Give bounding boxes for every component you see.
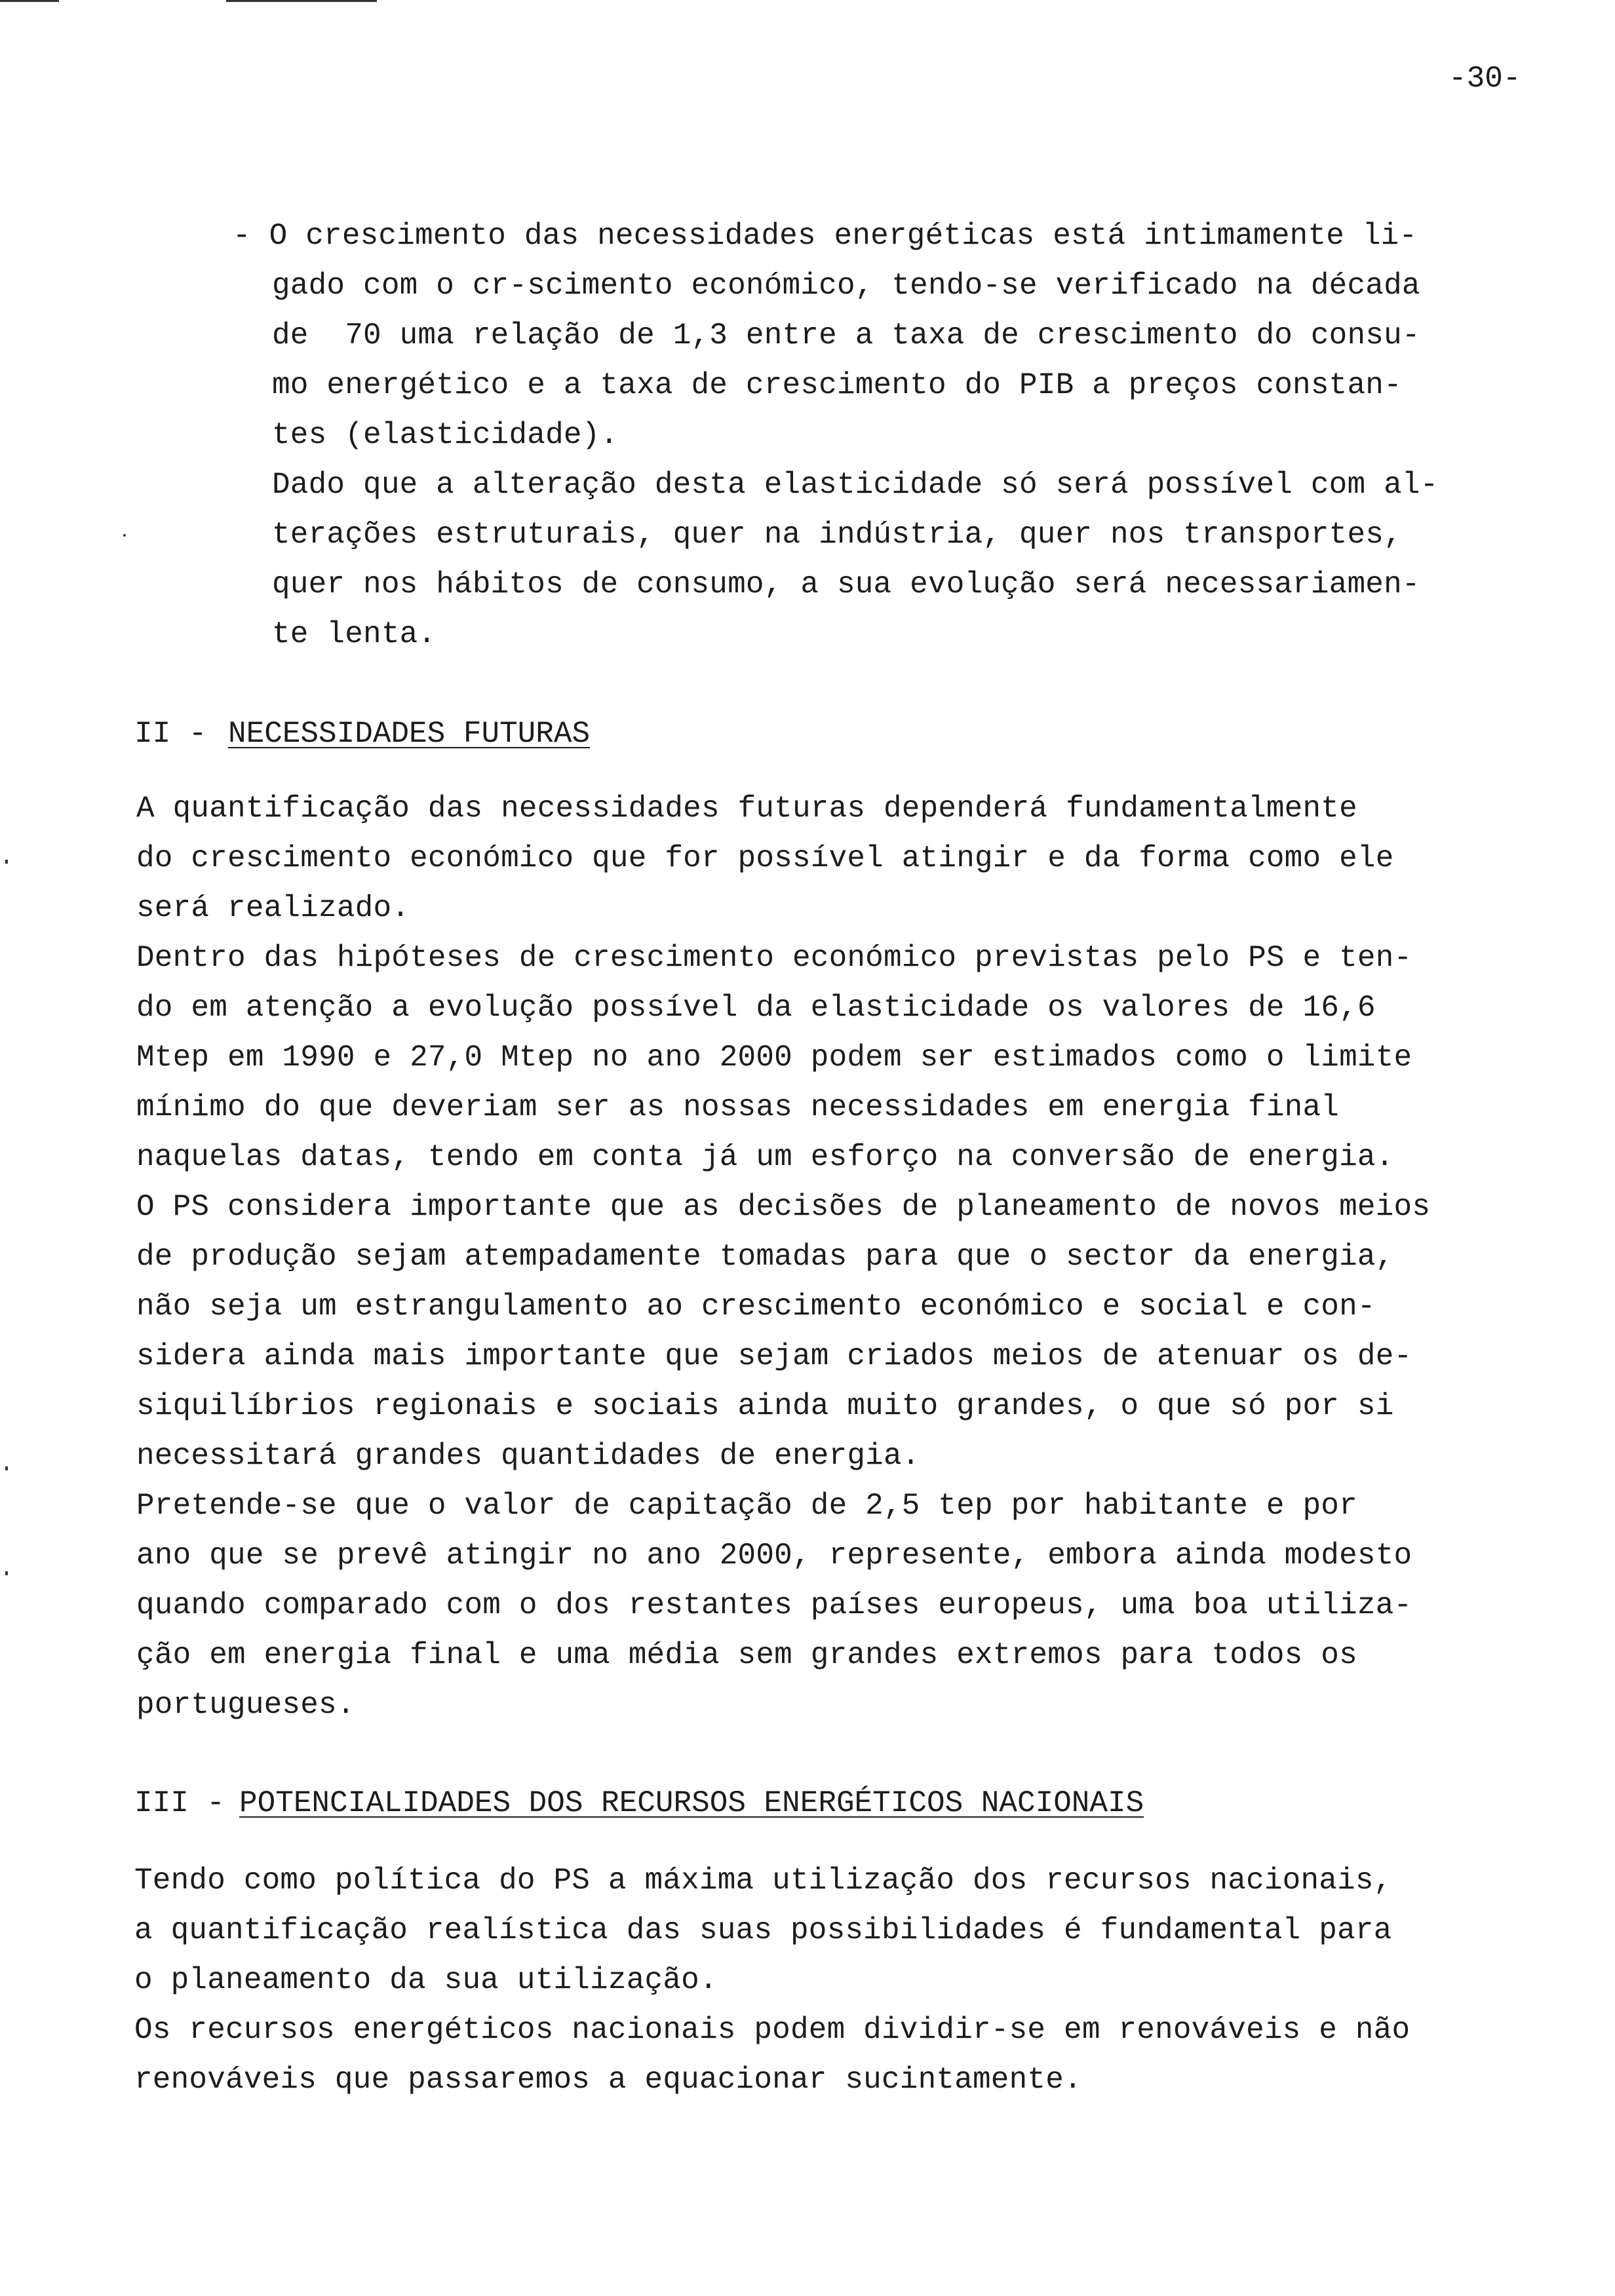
scan-speck bbox=[123, 534, 126, 537]
text-line: tes (elasticidade). bbox=[272, 418, 619, 452]
section-title: NECESSIDADES FUTURAS bbox=[228, 717, 591, 751]
text-line: O PS considera importante que as decisões de planeamento de novos meios bbox=[136, 1190, 1431, 1224]
text-line: ano que se prevê atingir no ano 2000, represente, embora ainda modesto bbox=[136, 1539, 1412, 1573]
text-line: portugueses. bbox=[136, 1688, 355, 1722]
text-line: gado com o cr-scimento económico, tendo-se verificado na década bbox=[272, 269, 1420, 303]
text-line: quando comparado com o dos restantes países europeus, uma boa utiliza- bbox=[136, 1588, 1412, 1622]
scan-speck bbox=[5, 1571, 8, 1575]
text-line: siquilíbrios regionais e sociais ainda muito grandes, o que só por si bbox=[136, 1389, 1394, 1423]
scan-edge-mark bbox=[0, 0, 59, 2]
section-number: II - bbox=[134, 717, 225, 751]
text-line: a quantificação realística das suas possibilidades é fundamental para bbox=[134, 1913, 1392, 1947]
text-line: renováveis que passaremos a equacionar sucintamente. bbox=[134, 2063, 1082, 2097]
text-line: Tendo como política do PS a máxima utilização dos recursos nacionais, bbox=[134, 1864, 1392, 1898]
text-line: do crescimento económico que for possível atingir e da forma como ele bbox=[136, 841, 1394, 875]
page-number: -30- bbox=[1449, 62, 1521, 96]
text-line: mínimo do que deveriam ser as nossas necessidades em energia final bbox=[136, 1090, 1340, 1124]
text-line: Os recursos energéticos nacionais podem dividir-se em renováveis e não bbox=[134, 2013, 1411, 2047]
scan-speck bbox=[5, 860, 8, 864]
text-line: sidera ainda mais importante que sejam criados meios de atenuar os de- bbox=[136, 1339, 1412, 1373]
text-line: Pretende-se que o valor de capitação de 2,5 tep por habitante e por bbox=[136, 1489, 1357, 1523]
text-line: mo energético e a taxa de crescimento do PIB a preços constan- bbox=[272, 368, 1402, 402]
section-title: POTENCIALIDADES DOS RECURSOS ENERGÉTICOS NACIONAIS bbox=[239, 1786, 1144, 1820]
text-line: - O crescimento das necessidades energéticas está intimamente li- bbox=[233, 219, 1418, 253]
scan-edge-mark bbox=[226, 0, 377, 2]
text-line: necessitará grandes quantidades de energia. bbox=[136, 1439, 920, 1473]
scan-speck bbox=[5, 1466, 8, 1470]
text-line: Mtep em 1990 e 27,0 Mtep no ano 2000 podem ser estimados como o limite bbox=[136, 1041, 1412, 1075]
text-line: de 70 uma relação de 1,3 entre a taxa de crescimento do consu- bbox=[272, 318, 1420, 353]
text-line: terações estruturais, quer na indústria, quer nos transportes, bbox=[272, 518, 1402, 552]
text-line: A quantificação das necessidades futuras dependerá fundamentalmente bbox=[136, 792, 1357, 826]
text-line: Dado que a alteração desta elasticidade só será possível com al- bbox=[272, 468, 1439, 502]
text-line: te lenta. bbox=[272, 617, 437, 651]
text-line: de produção sejam atempadamente tomadas para que o sector da energia, bbox=[136, 1240, 1394, 1274]
text-line: ção em energia final e uma média sem grandes extremos para todos os bbox=[136, 1638, 1357, 1672]
section-number: III - bbox=[134, 1786, 243, 1820]
text-line: Dentro das hipóteses de crescimento económico previstas pelo PS e ten- bbox=[136, 941, 1412, 975]
text-line: quer nos hábitos de consumo, a sua evolução será necessariamen- bbox=[272, 567, 1420, 602]
text-line: será realizado. bbox=[136, 891, 410, 925]
text-line: não seja um estrangulamento ao crescimento económico e social e con- bbox=[136, 1290, 1376, 1324]
text-line: o planeamento da sua utilização. bbox=[134, 1963, 718, 1997]
text-line: naquelas datas, tendo em conta já um esforço na conversão de energia. bbox=[136, 1140, 1394, 1174]
text-line: do em atenção a evolução possível da elasticidade os valores de 16,6 bbox=[136, 991, 1376, 1025]
